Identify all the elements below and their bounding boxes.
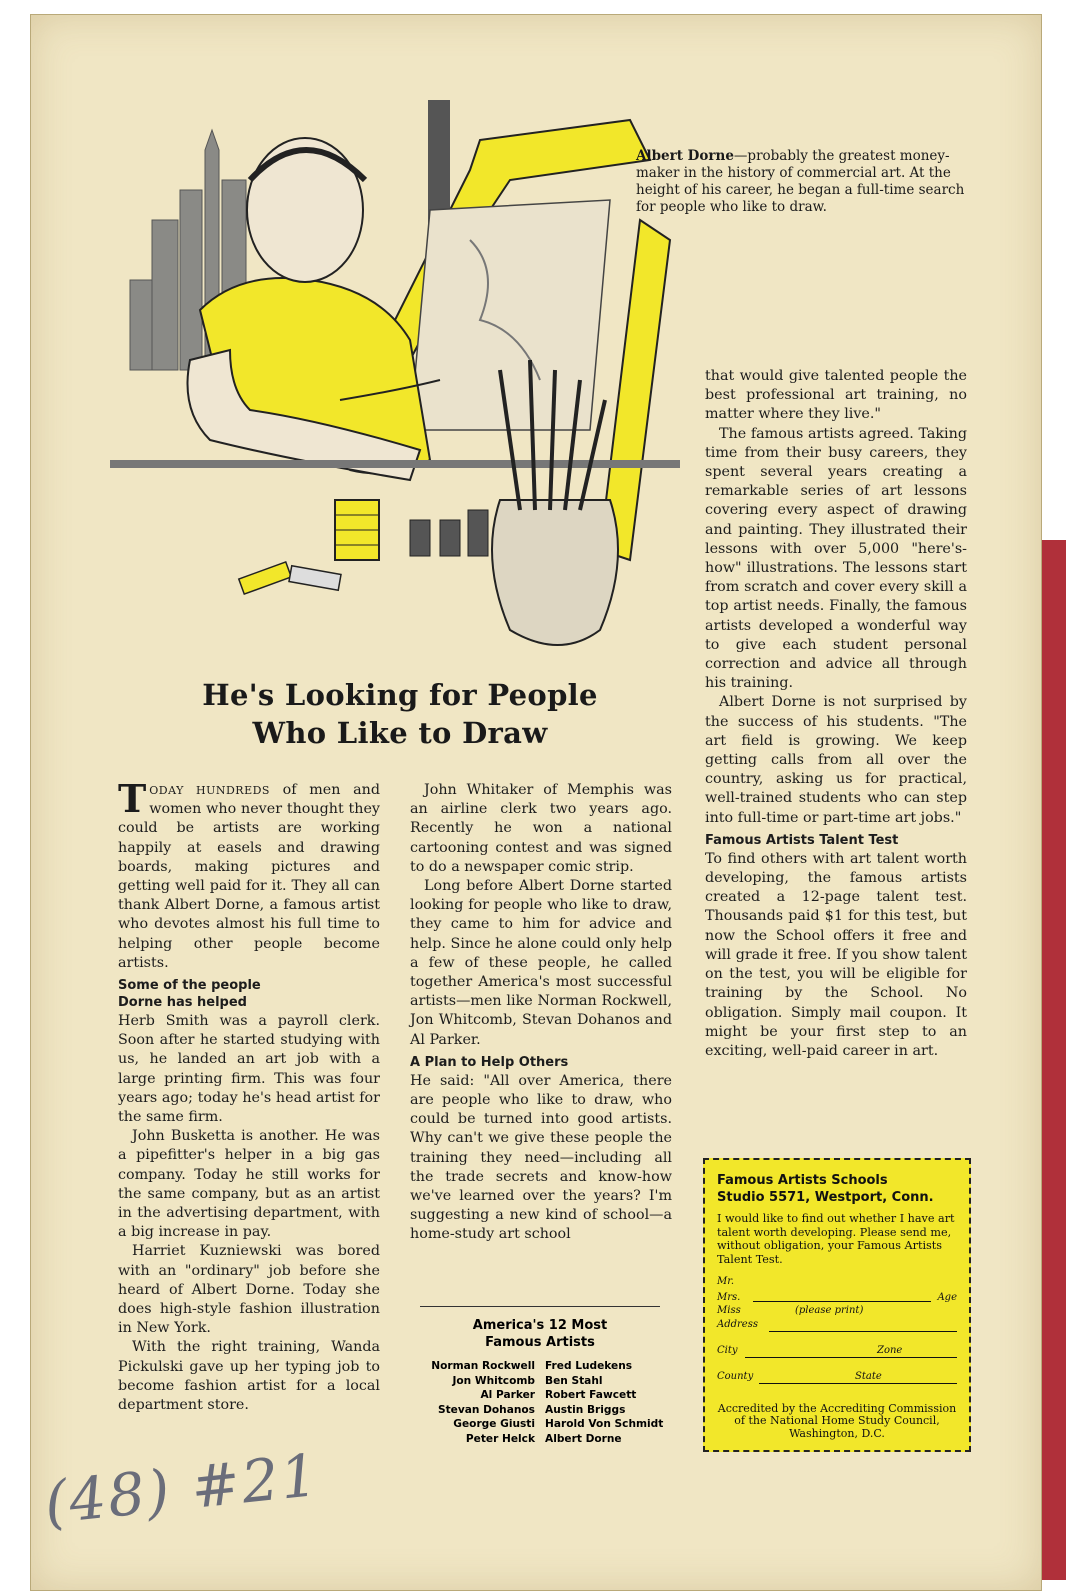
- paint-tubes: [239, 562, 341, 594]
- paragraph-not-surprised: Albert Dorne is not surprised by the success of his students. "The art field is growing. We keep getting calls from all over the country, asking us for practical, well-trained students who can step into full-time or part-time art jobs.": [705, 694, 967, 826]
- intro-text: of men and women who never thought they could be artists are working happily at easels and drawing boards, making pictures and getting well paid for it. They all can thank Albert Dorne, a famous artist who devotes almost his full time to helping other people become artists.: [118, 782, 380, 971]
- artist-name: Fred Ludekens: [545, 1360, 633, 1372]
- table-edge: [110, 460, 680, 468]
- artist-name: Jon Whitcomb: [452, 1374, 535, 1387]
- list-divider: [420, 1306, 660, 1307]
- name-field-mrs[interactable]: Mrs. Age: [717, 1292, 957, 1303]
- subhead-talent-test: Famous Artists Talent Test: [705, 832, 899, 848]
- please-print-label: (please print): [795, 1305, 864, 1316]
- subhead-people-helped: Some of the people Dorne has helped: [118, 978, 261, 1011]
- artist-name: Albert Dorne: [545, 1432, 622, 1445]
- artist-name: Ben Stahl: [545, 1374, 603, 1387]
- name-field[interactable]: Mr.: [717, 1276, 735, 1287]
- artist-name: George Giusti: [453, 1418, 535, 1430]
- accreditation-note: Accredited by the Accrediting Commission of the National Home Study Council, Washington, D.C.: [717, 1401, 957, 1440]
- paragraph-talent-test: To find others with art talent worth developing, the famous artists created a 12-page talent test. Thousands paid $1 for this test, but now the School offers it free and will grade it free. If you show talent on the test, you will be eligible for training by the School. No obligation. Simply mail coupon. It might be your first step to an exciting, well-paid career in art.: [705, 850, 967, 1059]
- caption-text: —probably the greatest money-maker in the history of commercial art. At the height of his career, he began a full-time search for people who like to draw.: [636, 148, 965, 215]
- subhead-plan: A Plan to Help Others: [410, 1054, 569, 1070]
- zone-label: Zone: [877, 1345, 903, 1356]
- artist-illustration: [110, 100, 680, 660]
- city-zone-field[interactable]: City Zone: [717, 1345, 957, 1361]
- body-column-2: [410, 781, 672, 1245]
- artist-name: Austin Briggs: [545, 1403, 626, 1416]
- artist-names: [404, 1359, 676, 1446]
- paint-bottles: [410, 510, 488, 556]
- age-label: Age: [937, 1292, 957, 1303]
- handwritten-note: (48) #21: [41, 1440, 323, 1538]
- body-column-3: [705, 367, 967, 1061]
- paragraph-artists-agreed: The famous artists agreed. Taking time from their busy careers, they spent several years creating a remarkable series of art lessons covering every aspect of drawing and painting. They illustrated their lessons with over 5,000 "here's-how" illustrations. The lessons start from scratch and cover every skill a top artist needs. Finally, the famous artists developed a wonderful way to give each student personal correction and advice all through his training.: [705, 425, 967, 692]
- artist-name: Stevan Dohanos: [437, 1403, 535, 1416]
- body-column-1: [118, 776, 380, 1415]
- brush-pot: [492, 500, 618, 645]
- illustration-caption: [636, 148, 966, 216]
- artist-name: Harold Von Schmidt: [545, 1418, 664, 1430]
- paragraph-long-before: Long before Albert Dorne started looking for people who like to draw, they came to him for advice and help. Since he alone could only help a few of these people, he called together America's most successful artists—men like Norman Rockwell, Jon Whitcomb, Stevan Dohanos and Al Parker.: [410, 878, 672, 1048]
- list-title: America's 12 Most Famous Artists: [472, 1318, 608, 1350]
- address-field[interactable]: Address: [717, 1319, 957, 1335]
- cover-edge-strip: [1040, 540, 1066, 1580]
- headline-line1: He's Looking for People: [202, 678, 598, 712]
- famous-artists-list: [404, 1306, 676, 1446]
- coupon-body: I would like to find out whether I have art talent worth developing. Please send me, without obligation, your Famous Artists Talent Test.: [717, 1212, 955, 1266]
- caption-name: Albert Dorne: [636, 148, 734, 164]
- artist-name: Al Parker: [480, 1389, 535, 1401]
- paragraph-herb-smith: Herb Smith was a payroll clerk. Soon after he started studying with us, he landed an art job with a large printing firm. This was four years ago; today he's head artist for the same firm.: [118, 1013, 380, 1126]
- drop-cap: T: [118, 776, 147, 821]
- intro-paragraph: [118, 776, 380, 973]
- paragraph-he-said: He said: "All over America, there are people who like to draw, who could be turned into good artists. Why can't we give these people the training they need—including all the trade secrets and know-how we've learned over the years? I'm suggesting a new kind of school—a home-study art school: [410, 1072, 672, 1243]
- mail-coupon[interactable]: [703, 1158, 971, 1452]
- intro-caps: ODAY HUNDREDS: [149, 784, 270, 797]
- artist-name: Peter Helck: [465, 1432, 535, 1445]
- paragraph-continued: that would give talented people the best professional art training, no matter where they live.": [705, 368, 967, 423]
- name-field-miss: Miss (please print): [717, 1305, 864, 1316]
- artist-name: Norman Rockwell: [431, 1360, 535, 1372]
- paragraph-wanda: With the right training, Wanda Pickulski gave up her typing job to become fashion artist for a local department store.: [118, 1339, 380, 1414]
- paragraph-john-busketta: John Busketta is another. He was a pipefitter's helper in a big gas company. Today he still works for the same company, but as an artist in the advertising department, with a big increase in pay.: [118, 1128, 380, 1241]
- paragraph-harriet: Harriet Kuzniewski was bored with an "ordinary" job before she heard of Albert Dorne. Today she does high-style fashion illustration in New York.: [118, 1243, 380, 1337]
- county-state-field[interactable]: County State: [717, 1371, 957, 1387]
- headline: [150, 676, 650, 752]
- artist-name: Robert Fawcett: [545, 1389, 637, 1401]
- state-label: State: [855, 1371, 882, 1382]
- paragraph-john-whitaker: John Whitaker of Memphis was an airline clerk two years ago. Recently he won a national cartooning contest and was signed to do a newspaper comic strip.: [410, 782, 672, 875]
- headline-line2: Who Like to Draw: [252, 716, 548, 750]
- man-head: [247, 138, 363, 282]
- coupon-header: Famous Artists Schools Studio 5571, Westport, Conn.: [717, 1173, 934, 1205]
